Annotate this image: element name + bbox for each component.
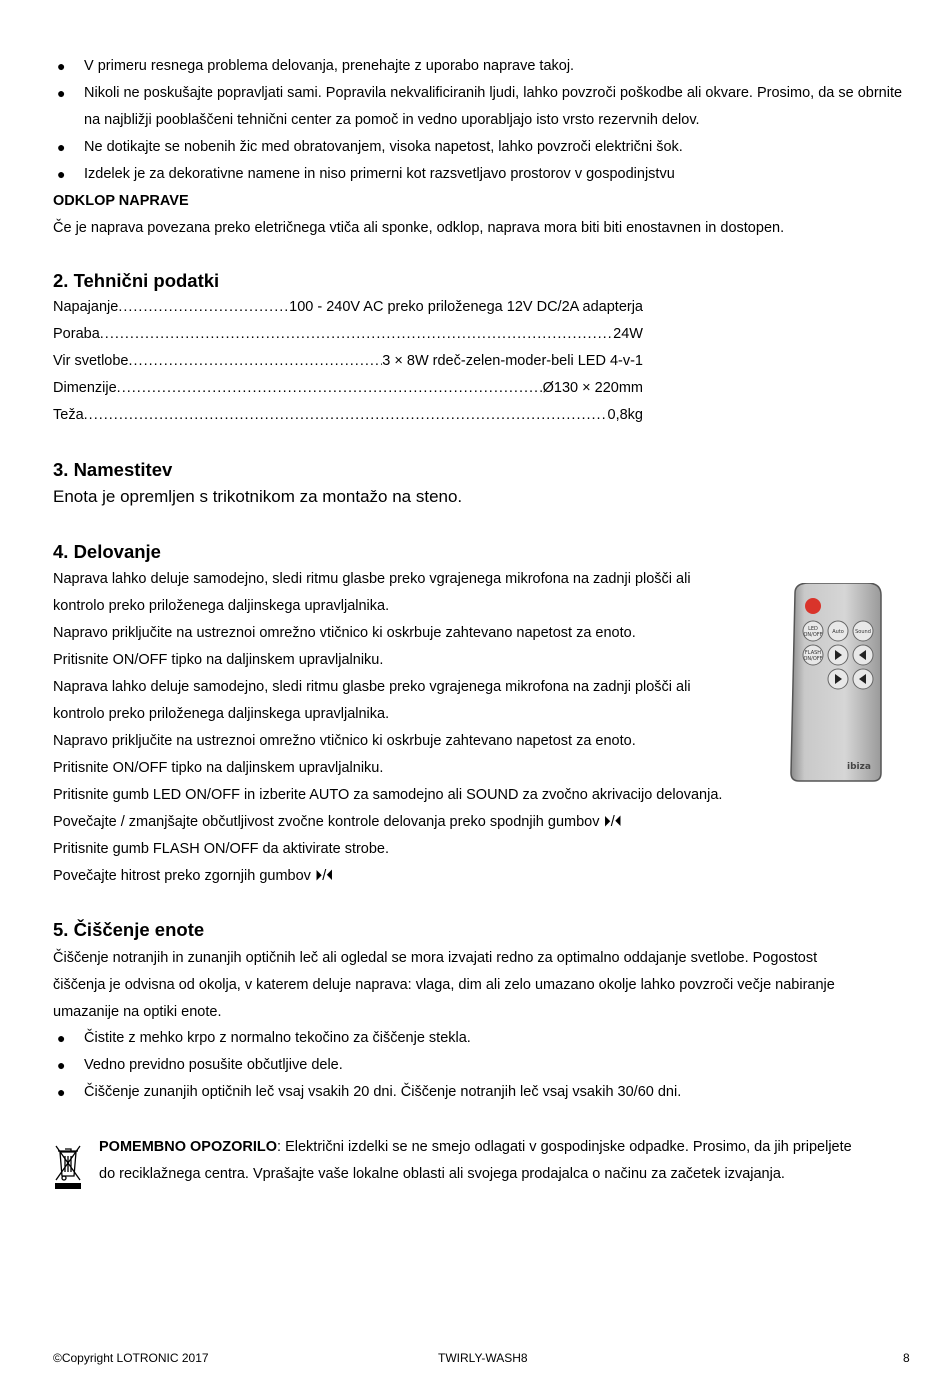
operation-line: Pritisnite ON/OFF tipko na daljinskem upravljalniku. [53,652,384,668]
bullet-icon: ● [57,139,66,155]
spec-value: 24W [613,326,643,342]
operation-line: Pritisnite gumb LED ON/OFF in izberite AUTO za samodejno ali SOUND za zvočno akrivacijo delovanja. [53,787,723,803]
operation-line: Povečajte hitrost preko zgornjih gumbov ⏵/⏴ [53,868,334,884]
spec-value: 3 × 8W rdeč-zelen-moder-beli LED 4-v-1 [382,353,643,369]
led-button-label: LED [808,626,818,632]
cleaning-line: čiščenja je odvisna od okolja, v katerem deluje naprava: vlaga, dim ali zelo umazano okolje lahko povzroči večje nabiranje [53,977,835,993]
cleaning-heading: 5. Čiščenje enote [53,919,205,940]
warning-line [99,1137,852,1157]
led-button-label: ON/OFF [803,632,823,638]
bullet-text: Vedno previdno posušite občutljive dele. [84,1057,343,1073]
safety-bullet [53,134,913,161]
spec-label: Napajanje [53,299,119,315]
bullet-icon: ● [57,58,66,74]
bullet-text: Čistite z mehko krpo z normalno tekočino za čiščenje stekla. [84,1030,471,1046]
safety-bullet [53,161,913,188]
spec-row [53,353,643,369]
cleaning-bullet [53,1079,913,1106]
operation-heading: 4. Delovanje [53,541,161,562]
operation-line: Pritisnite ON/OFF tipko na daljinskem upravljalniku. [53,760,384,776]
spec-label: Dimenzije [53,380,117,396]
spec-label: Teža [53,407,84,423]
operation-line: kontrolo preko priloženega daljinskega upravljalnika. [53,598,390,614]
auto-button-label: Auto [832,629,844,635]
disconnect-heading: ODKLOP NAPRAVE [53,193,189,209]
install-heading: 3. Namestitev [53,459,173,480]
bullet-text: V primeru resnega problema delovanja, prenehajte z uporabo naprave takoj. [84,58,575,74]
bullet-icon: ● [57,1030,66,1046]
spec-row [53,407,643,423]
operation-line: Naprava lahko deluje samodejno, sledi ritmu glasbe preko vgrajenega mikrofona na zadnji plošči ali [53,571,691,587]
operation-line: Napravo priključite na ustreznoi omrežno vtičnico ki oskrbuje zahtevano napetost za enoto. [53,625,636,641]
footer-copyright: ©Copyright LOTRONIC 2017 [53,1351,209,1365]
bullet-icon: ● [57,85,66,101]
warning-text: : Električni izdelki se ne smejo odlagati v gospodinjske odpadke. Prosimo, da jih pripeljete [277,1139,852,1155]
safety-bullet [53,53,913,80]
flash-button-label: ON/OFF [803,656,823,662]
warning-label: POMEMBNO OPOZORILO [99,1139,278,1155]
spec-label: Poraba [53,326,100,342]
bullet-icon: ● [57,1084,66,1100]
bullet-text: Nikoli ne poskušajte popravljati sami. Popravila nekvalificiranih ljudi, lahko povzroči poškodbe ali okvare. Prosimo, da se obrnite na najbližji pooblaščeni tehnični center za pomoč in vedno uporabljajo isto vrsto rezervnih delov. [84,85,903,128]
install-text: Enota je opremljen s trikotnikom za montažo na steno. [53,487,463,506]
bullet-text: Čiščenje zunanjih optičnih leč vsaj vsakih 20 dni. Čiščenje notranjih leč vsaj vsakih 30/60 dni. [84,1084,682,1100]
operation-line: Napravo priključite na ustreznoi omrežno vtičnico ki oskrbuje zahtevano napetost za enoto. [53,733,636,749]
spec-value: 0,8kg [607,407,643,423]
tech-heading: 2. Tehnični podatki [53,270,220,291]
warning-line-2: do reciklažnega centra. Vprašajte vaše lokalne oblasti ali svojega prodajalca o načinu za začetek izvajanja. [99,1166,785,1182]
spec-row [53,326,643,342]
cleaning-bullet [53,1052,913,1079]
bullet-icon: ● [57,166,66,182]
cleaning-line: umazanije na optiki enote. [53,1004,222,1020]
spec-row [53,299,643,315]
footer-page-number: 8 [903,1351,910,1365]
disconnect-text: Če je naprava povezana preko eletričnega vtiča ali sponke, odklop, naprava mora biti biti enostavnen in dostopen. [53,220,785,236]
power-button-icon [805,598,821,614]
weee-bin-icon [53,1142,83,1190]
operation-line: Pritisnite gumb FLASH ON/OFF da aktivirate strobe. [53,841,390,857]
spec-row [53,380,643,396]
cleaning-line: Čiščenje notranjih in zunanjih optičnih leč ali ogledal se mora izvajati redno za optimalno oddajanje svetlobe. Pogostost [53,950,818,966]
cleaning-bullet [53,1025,913,1052]
sound-button-label: Sound [855,629,871,635]
footer-model: TWIRLY-WASH8 [438,1351,528,1365]
spec-value: Ø130 × 220mm [542,380,643,396]
brand-logo: ibiza [847,762,871,772]
bullet-icon: ● [57,1057,66,1073]
spec-value: 100 - 240V AC preko priloženega 12V DC/2A adapterja [289,299,643,315]
operation-line: Povečajte / zmanjšajte občutljivost zvočne kontrole delovanja preko spodnjih gumbov ⏵/⏴ [53,814,623,830]
flash-button-label: FLASH [804,650,822,656]
remote-control-image [789,583,885,783]
safety-bullet [53,80,913,134]
spec-label: Vir svetlobe [53,353,129,369]
operation-line: kontrolo preko priloženega daljinskega upravljalnika. [53,706,390,722]
bullet-text: Izdelek je za dekorativne namene in niso primerni kot razsvetljavo prostorov v gospodinjstvu [84,166,675,182]
bullet-text: Ne dotikajte se nobenih žic med obratovanjem, visoka napetost, lahko povzroči električni šok. [84,139,683,155]
operation-line: Naprava lahko deluje samodejno, sledi ritmu glasbe preko vgrajenega mikrofona na zadnji plošči ali [53,679,691,695]
